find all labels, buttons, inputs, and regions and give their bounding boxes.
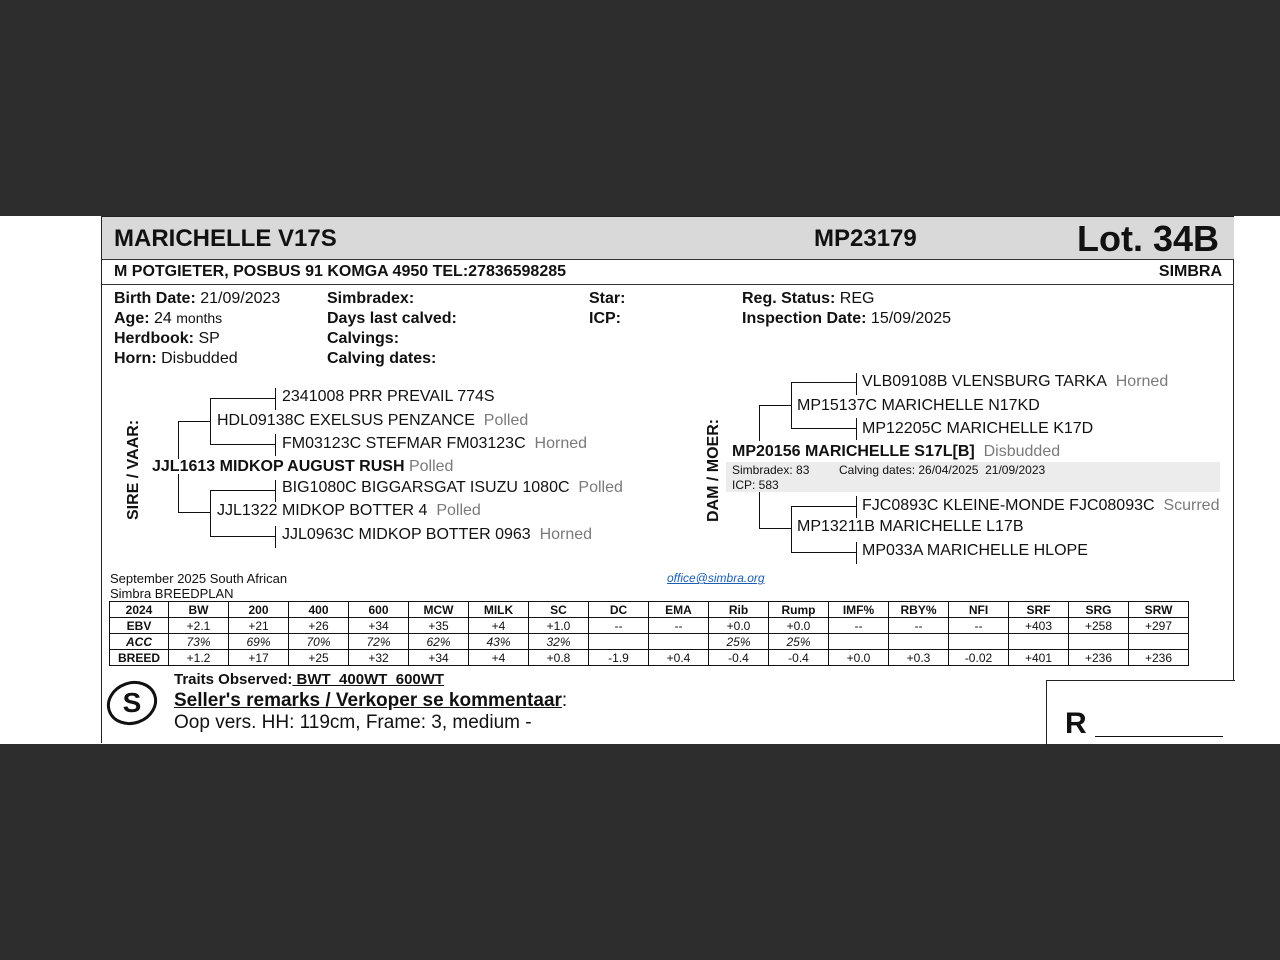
- table-cell: EMA: [649, 602, 709, 618]
- table-cell: 32%: [529, 634, 589, 650]
- sire-ggs1: 2341008 PRR PREVAIL 774S: [282, 388, 495, 405]
- table-cell: [649, 634, 709, 650]
- email-link[interactable]: office@simbra.org: [667, 571, 765, 585]
- reg-status-value: REG: [839, 290, 875, 307]
- dam-ggs1-horn: Horned: [1115, 373, 1169, 390]
- table-cell: 73%: [169, 634, 229, 650]
- ebv-table: [109, 601, 1189, 666]
- horn-label: Horn:: [114, 350, 157, 367]
- inspection-date-label: Inspection Date:: [742, 310, 867, 327]
- table-cell: --: [649, 618, 709, 634]
- dam-icp: ICP: 583: [732, 478, 779, 492]
- sire-ggd1: FM03123C STEFMAR FM03123C: [282, 435, 526, 452]
- table-cell: +26: [289, 618, 349, 634]
- table-header-row: [110, 602, 1189, 618]
- table-cell: 70%: [289, 634, 349, 650]
- table-cell: IMF%: [829, 602, 889, 618]
- table-cell: +401: [1009, 650, 1069, 666]
- remarks-label: Seller's remarks / Verkoper se kommentaar: [174, 690, 562, 711]
- table-cell: -0.4: [769, 650, 829, 666]
- table-cell: [1129, 634, 1189, 650]
- traits-label: Traits Observed:: [174, 671, 293, 688]
- remarks-text: Oop vers. HH: 119cm, Frame: 3, medium -: [174, 712, 532, 733]
- reg-status-label: Reg. Status:: [742, 290, 836, 307]
- table-row-label: ACC: [110, 634, 169, 650]
- table-cell: [1069, 634, 1129, 650]
- table-cell: --: [829, 618, 889, 634]
- table-cell: +0.0: [829, 650, 889, 666]
- table-cell: -1.9: [589, 650, 649, 666]
- simbra-logo-icon: [103, 677, 163, 729]
- table-cell: +2.1: [169, 618, 229, 634]
- table-cell: -0.02: [949, 650, 1009, 666]
- birth-date: 21/09/2023: [200, 290, 281, 307]
- table-cell: +258: [1069, 618, 1129, 634]
- table-cell: +297: [1129, 618, 1189, 634]
- table-row-label: 2024: [110, 602, 169, 618]
- table-cell: DC: [589, 602, 649, 618]
- table-cell: 62%: [409, 634, 469, 650]
- table-row-breed: [110, 650, 1189, 666]
- icp-label: ICP:: [589, 310, 621, 327]
- sire-ggs2-horn: Polled: [578, 479, 623, 496]
- animal-id: MP23179: [814, 225, 917, 252]
- traits-value: BWT 400WT 600WT: [292, 671, 445, 688]
- sire-gs: HDL09138C EXELSUS PENZANCE: [217, 412, 475, 429]
- dam-ggs2: FJC0893C KLEINE-MONDE FJC08093C: [862, 497, 1155, 514]
- table-cell: +0.8: [529, 650, 589, 666]
- owner-bar: [102, 260, 1234, 285]
- table-cell: 25%: [709, 634, 769, 650]
- herdbook-label: Herdbook:: [114, 330, 194, 347]
- star-label: Star:: [589, 290, 626, 307]
- age-unit: months: [176, 310, 223, 326]
- table-cell: [1009, 634, 1069, 650]
- table-cell: +34: [349, 618, 409, 634]
- table-cell: [829, 634, 889, 650]
- herdbook-value: SP: [198, 330, 220, 347]
- dam-horn: Disbudded: [983, 443, 1061, 460]
- sire-ggs2: BIG1080C BIGGARSGAT ISUZU 1080C: [282, 479, 570, 496]
- table-cell: +1.0: [529, 618, 589, 634]
- table-cell: +0.0: [769, 618, 829, 634]
- inspection-date: 15/09/2025: [870, 310, 951, 327]
- age-value: 24: [154, 310, 172, 327]
- table-cell: +25: [289, 650, 349, 666]
- table-cell: +34: [409, 650, 469, 666]
- table-cell: Rib: [709, 602, 769, 618]
- table-cell: +4: [469, 650, 529, 666]
- birth-date-label: Birth Date:: [114, 290, 196, 307]
- table-cell: 25%: [769, 634, 829, 650]
- table-cell: SRG: [1069, 602, 1129, 618]
- dam-simbradex: Simbradex: 83: [732, 463, 810, 477]
- sire-label: SIRE / VAAR:: [125, 419, 142, 520]
- animal-name: MARICHELLE V17S: [114, 225, 337, 252]
- dam-ggd2: MP033A MARICHELLE HLOPE: [862, 542, 1088, 559]
- table-cell: 400: [289, 602, 349, 618]
- card-header: [102, 217, 1234, 260]
- table-cell: +32: [349, 650, 409, 666]
- horn-value: Disbudded: [161, 350, 238, 367]
- age-label: Age:: [114, 310, 150, 327]
- table-cell: +403: [1009, 618, 1069, 634]
- table-cell: +35: [409, 618, 469, 634]
- dam-gd: MP13211B MARICHELLE L17B: [797, 518, 1024, 535]
- table-cell: SRW: [1129, 602, 1189, 618]
- dam-ggs2-horn: Scurred: [1163, 497, 1220, 514]
- table-cell: --: [889, 618, 949, 634]
- sire-ggd1-horn: Horned: [534, 435, 588, 452]
- table-cell: +21: [229, 618, 289, 634]
- table-cell: MCW: [409, 602, 469, 618]
- table-cell: +236: [1069, 650, 1129, 666]
- breedplan-line2: Simbra BREEDPLAN: [110, 586, 234, 601]
- dam-gs: MP15137C MARICHELLE N17KD: [797, 397, 1040, 414]
- sire-name: JJL1613 MIDKOP AUGUST RUSH: [152, 458, 405, 475]
- sire-gs-horn: Polled: [483, 412, 529, 429]
- lot-card: MARICHELLE V17S MP23179 Lot. 34B M POTGIETER, POSBUS 91 KOMGA 4950 TEL:27836598285 SIMBRA Birth Date: 21/09/2023 Age: 24 months Herdbook: SP Horn: Disbudded Simbradex: Days last calved: Calvings: Calving dates: Star: ICP: Reg. Status: REG Inspection Date: 15/09/2025 SIRE / VAAR: 2341008 PRR PREVAIL 774S HDL09138C EXELSUS PENZANCE Polled FM03123C STEFMAR FM03123C Horned JJL1613 MIDKOP AUGUST RUSH Polled BIG1080C BIGGARSGAT ISUZU 1080C Polled JJL1322 MIDKOP BOTTER 4 Polled JJL0963C MIDKOP BOTTER 0963 Horned DAM / MOER: VLB09108B VLENSBURG TARKA Horned MP15137C MARICHELLE N17KD MP12205C MARICHELLE K17D MP20156 MARICHELLE S17L[B] Disbudded Simbradex: 83 Calving dates: 26/04/2025 21/09/2023 ICP: 583 FJC0893C KLEINE-MONDE FJC08093C Scurred MP13211B MARICHELLE L17B MP033A MARICHELLE HLOPE September 2025 South African Simbra BREEDPLAN office@simbra.org 2024 BW 200 400 600 MCW MILK SC DC EMA Rib Rump IMF% RBY% NFI SRF SRG SRW EBV +2.1 +21 +26 +34 +35 +4 +1.0 -- -- +0.0 +0.0 -- -- -- +403 +258 +297 ACC 73% 69% 70% 72% 62% 43% 32% 25% 25% BREED +1.2 +17 +25 +32 +34 +4 +0.8 -1.9 +0.4 -0.4 -0.4 +0.0 +0.3 -0.02 +401 +236 +236 S Traits Observed: BWT 400WT 600WT Seller's remarks / Verkoper se kommentaar: Oop vers. HH: 119cm, Frame: 3, medium - R: [0, 216, 1280, 744]
- simbradex-label: Simbradex:: [327, 290, 415, 307]
- sire-ggd2: JJL0963C MIDKOP BOTTER 0963: [282, 526, 531, 543]
- table-cell: [889, 634, 949, 650]
- dam-ggd1: MP12205C MARICHELLE K17D: [862, 420, 1094, 437]
- owner-address: M POTGIETER, POSBUS 91 KOMGA 4950 TEL:27836598285: [114, 263, 567, 280]
- table-cell: BW: [169, 602, 229, 618]
- dam-label: DAM / MOER:: [705, 418, 722, 522]
- table-row-acc: [110, 634, 1189, 650]
- calving-dates-label: Calving dates:: [327, 350, 437, 367]
- table-cell: --: [949, 618, 1009, 634]
- breedplan-line1: September 2025 South African: [110, 571, 288, 586]
- table-cell: +4: [469, 618, 529, 634]
- table-cell: RBY%: [889, 602, 949, 618]
- table-cell: [949, 634, 1009, 650]
- table-cell: NFI: [949, 602, 1009, 618]
- sire-gd: JJL1322 MIDKOP BOTTER 4: [217, 502, 428, 519]
- table-row-ebv: [110, 618, 1189, 634]
- breed-name: SIMBRA: [1158, 263, 1222, 280]
- dam-ggs1: VLB09108B VLENSBURG TARKA: [862, 373, 1107, 390]
- table-cell: +0.0: [709, 618, 769, 634]
- table-row-label: EBV: [110, 618, 169, 634]
- table-cell: Rump: [769, 602, 829, 618]
- sire-gd-horn: Polled: [436, 502, 481, 519]
- calvings-label: Calvings:: [327, 330, 400, 347]
- table-cell: 43%: [469, 634, 529, 650]
- table-cell: 200: [229, 602, 289, 618]
- table-cell: +0.4: [649, 650, 709, 666]
- table-cell: +236: [1129, 650, 1189, 666]
- days-last-calved-label: Days last calved:: [327, 310, 457, 327]
- table-cell: 72%: [349, 634, 409, 650]
- sire-ggd2-horn: Horned: [539, 526, 593, 543]
- bid-box: [1046, 680, 1235, 745]
- table-cell: SRF: [1009, 602, 1069, 618]
- table-cell: 600: [349, 602, 409, 618]
- table-cell: --: [589, 618, 649, 634]
- table-cell: [589, 634, 649, 650]
- table-cell: 69%: [229, 634, 289, 650]
- table-cell: SC: [529, 602, 589, 618]
- table-cell: +17: [229, 650, 289, 666]
- table-cell: -0.4: [709, 650, 769, 666]
- dam-calving-dates: Calving dates: 26/04/2025 21/09/2023: [839, 463, 1046, 477]
- simbra-logo: [103, 677, 163, 729]
- table-cell: MILK: [469, 602, 529, 618]
- dam-name: MP20156 MARICHELLE S17L[B]: [732, 443, 975, 460]
- table-row-label: BREED: [110, 650, 169, 666]
- table-cell: +1.2: [169, 650, 229, 666]
- table-cell: +0.3: [889, 650, 949, 666]
- logo-letter: S: [122, 687, 142, 718]
- sire-horn: Polled: [408, 458, 454, 475]
- bid-currency: R: [1065, 707, 1087, 740]
- lot-number: Lot. 34B: [1077, 218, 1220, 259]
